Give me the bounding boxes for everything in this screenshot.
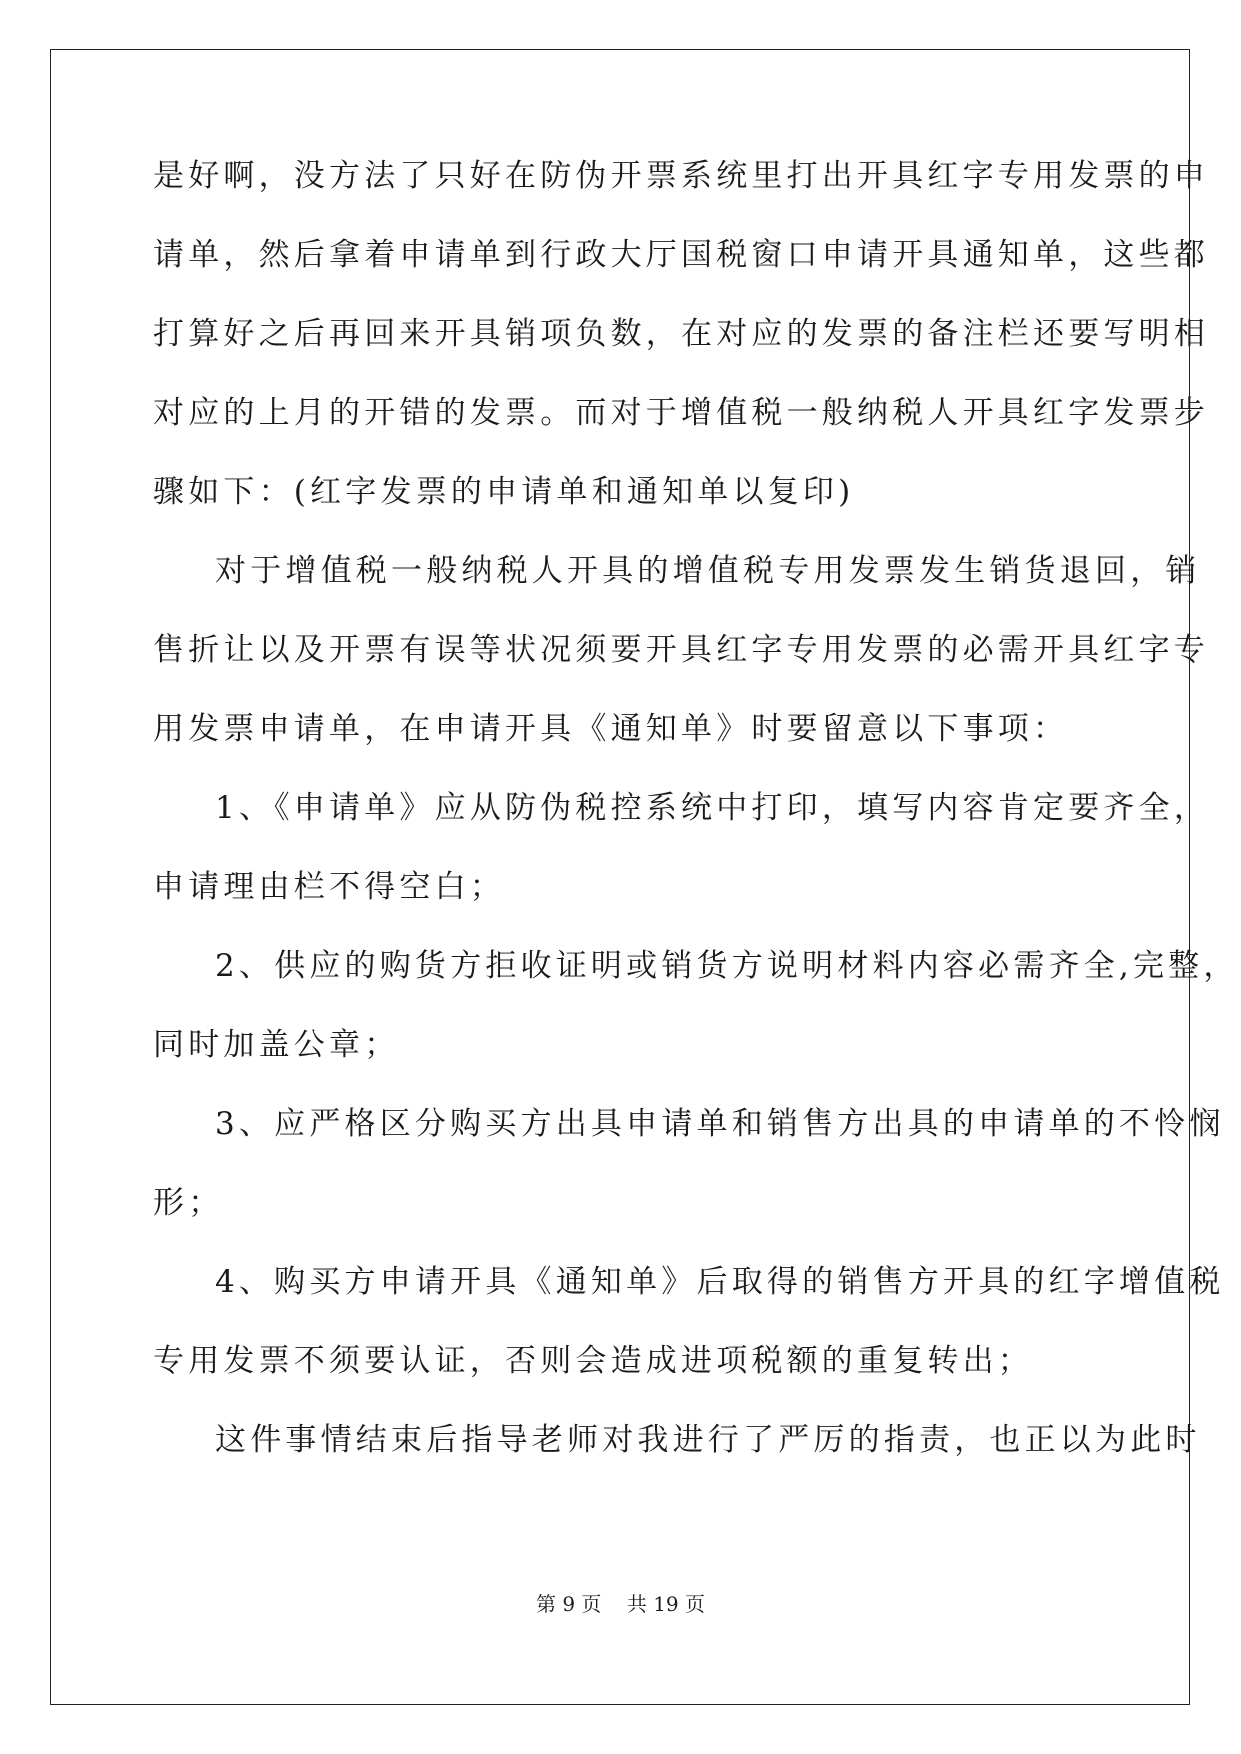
text-line: 专用发票不须要认证，否则会造成进项税额的重复转出； (153, 1343, 1033, 1379)
text-line: 形； (153, 1185, 224, 1221)
text-line: 同时加盖公章； (153, 1027, 400, 1063)
text-line: 4、购买方申请开具《通知单》后取得的销售方开具的红字增值税 (215, 1264, 1225, 1300)
text-line: 打算好之后再回来开具销项负数，在对应的发票的备注栏还要写明相 (153, 316, 1209, 352)
text-line: 是好啊，没方法了只好在防伪开票系统里打出开具红字专用发票的申 (153, 158, 1209, 194)
text-line: 这件事情结束后指导老师对我进行了严厉的指责，也正以为此时 (215, 1422, 1201, 1458)
text-line: 请单，然后拿着申请单到行政大厅国税窗口申请开具通知单，这些都 (153, 237, 1209, 273)
text-line: 2、供应的购货方拒收证明或销货方说明材料内容必需齐全,完整， (215, 948, 1239, 984)
document-body (153, 158, 1239, 1501)
text-line: 1、《申请单》应从防伪税控系统中打印，填写内容肯定要齐全， (215, 790, 1210, 826)
text-line: 售折让以及开票有误等状况须要开具红字专用发票的必需开具红字专 (153, 632, 1209, 668)
text-line: 用发票申请单，在申请开具《通知单》时要留意以下事项： (153, 711, 1069, 747)
text-line: 申请理由栏不得空白； (153, 869, 505, 905)
text-line: 对于增值税一般纳税人开具的增值税专用发票发生销货退回，销 (215, 553, 1201, 589)
text-line: 3、应严格区分购买方出具申请单和销售方出具的申请单的不怜悯 (215, 1106, 1225, 1142)
page-number-footer: 第 9 页 共 19 页 (535, 1592, 706, 1616)
text-line: 骤如下：(红字发票的申请单和通知单以复印) (153, 474, 855, 510)
text-line: 对应的上月的开错的发票。而对于增值税一般纳税人开具红字发票步 (153, 395, 1209, 431)
